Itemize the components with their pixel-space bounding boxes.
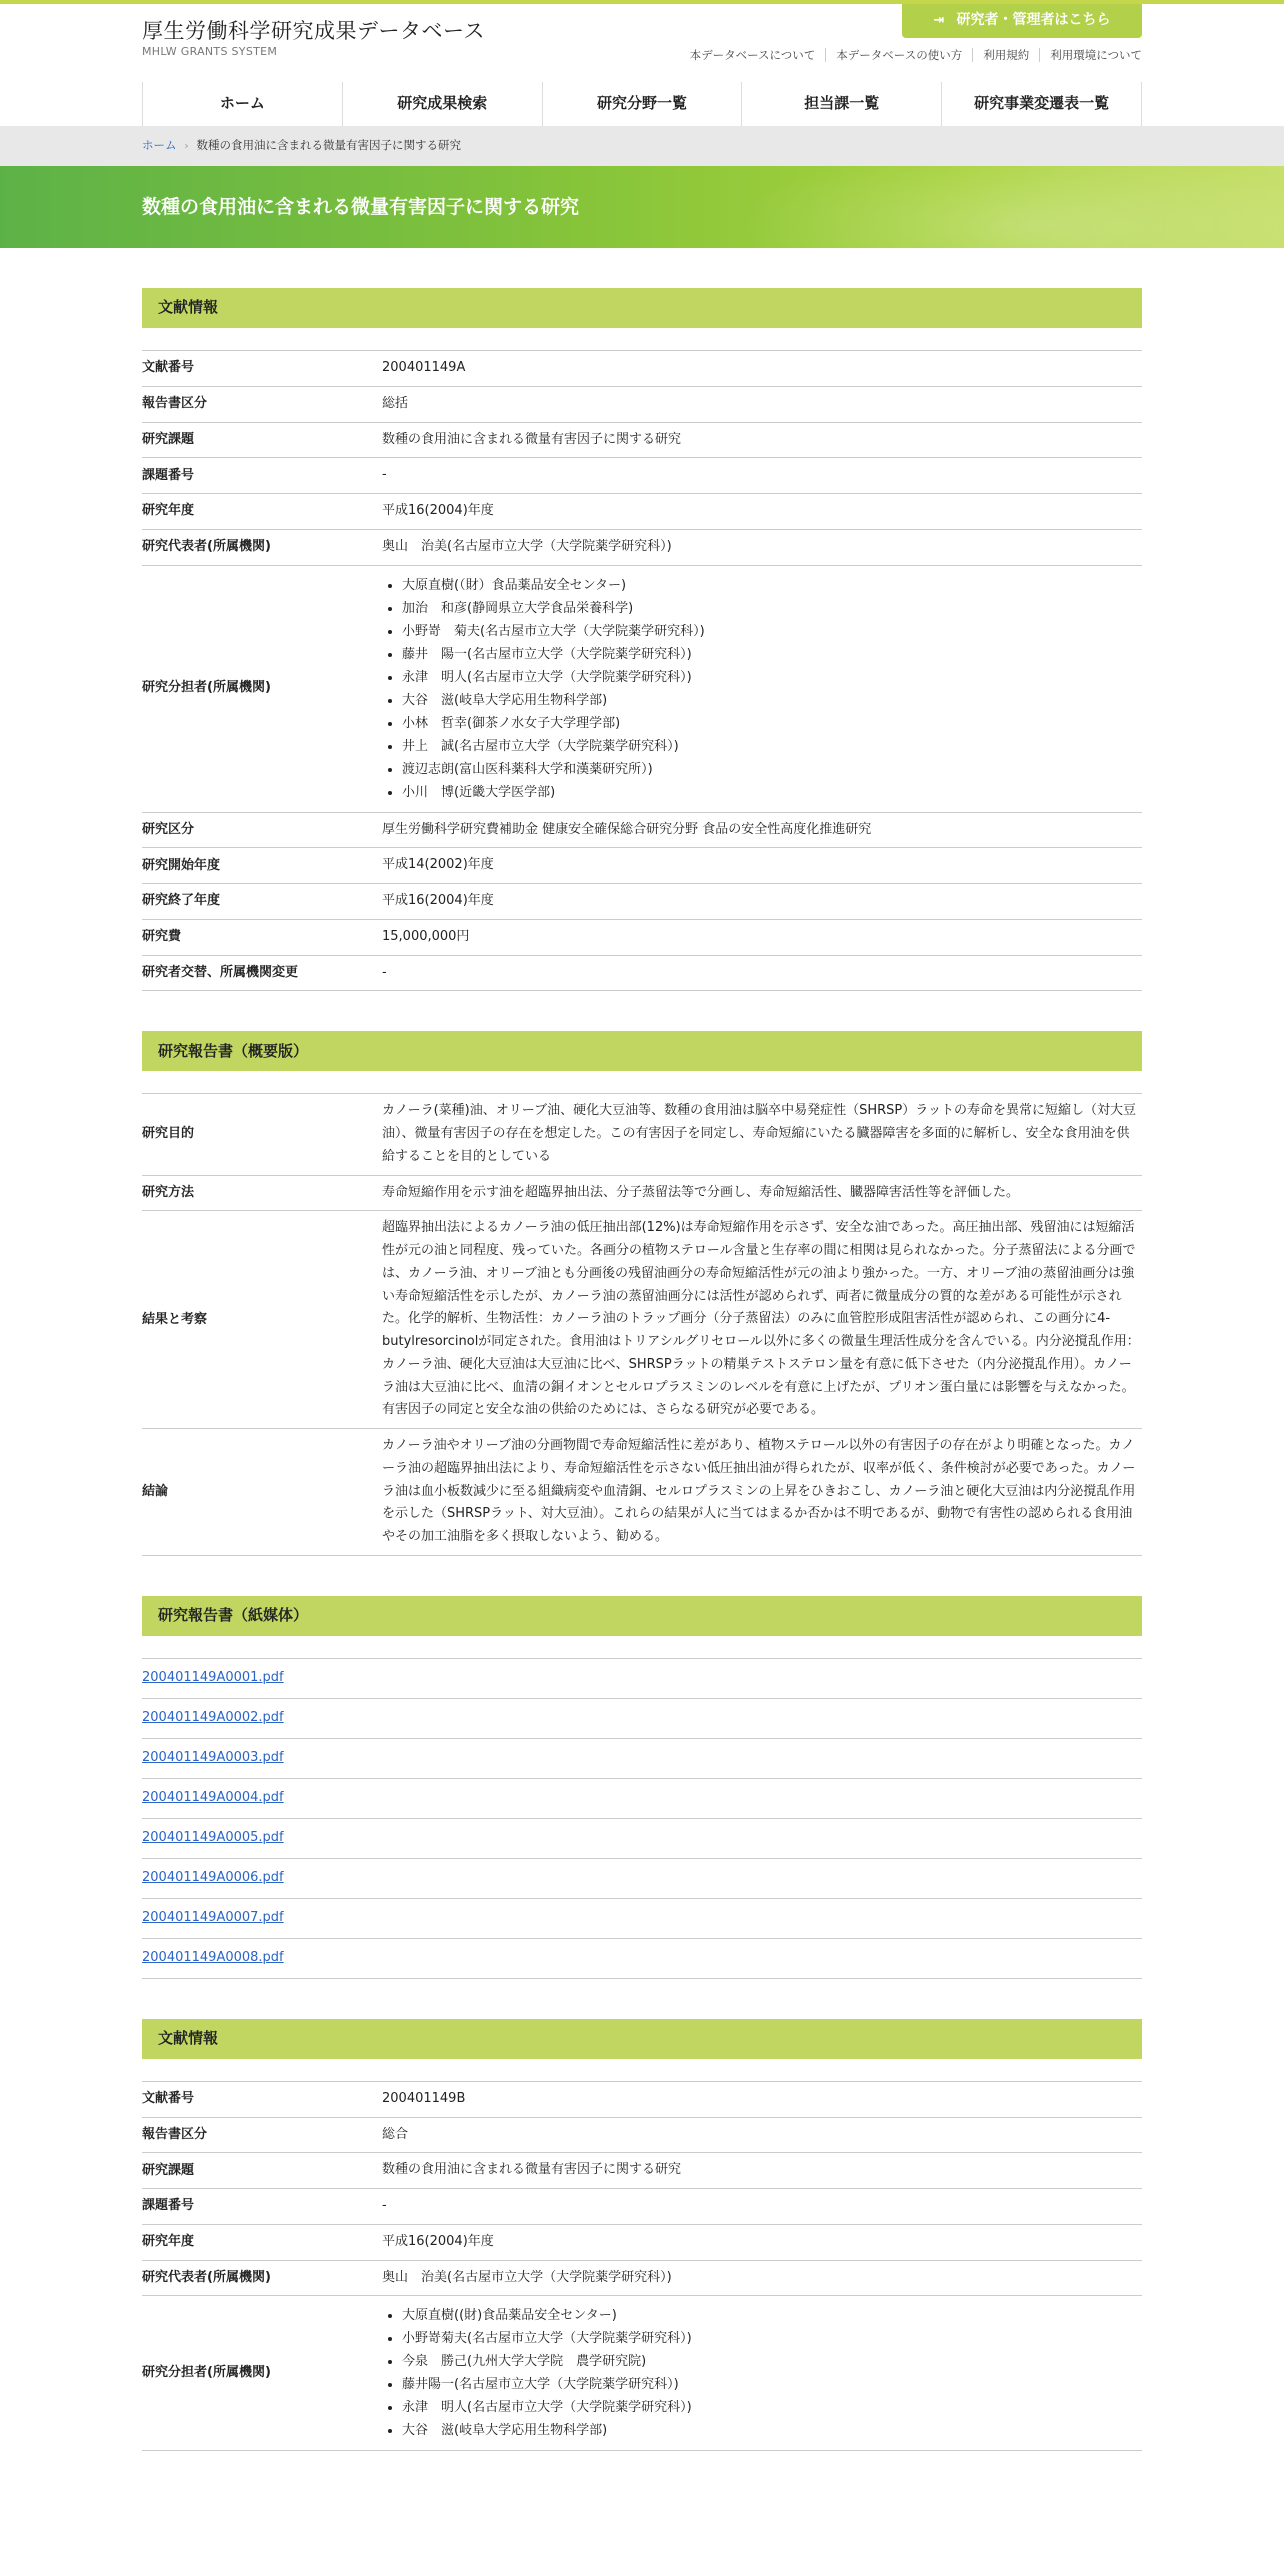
site-header [142,4,1142,80]
table-row: 研究開始年度 平成14(2002)年度 [142,848,1142,884]
page-title: 数種の食用油に含まれる微量有害因子に関する研究 [142,196,580,218]
list-item [142,1659,1142,1699]
list-item: 小川 博(近畿大学医学部) [382,781,1142,804]
members-list [382,572,1142,806]
list-item [142,1739,1142,1779]
pdf-list [142,1658,1142,1979]
login-label: 研究者・管理者はこちら [956,12,1111,29]
list-item: 小野嵜 菊夫(名古屋市立大学（大学院薬学研究科）) [382,620,1142,643]
table-row: 研究方法 寿命短縮作用を示す油を超臨界抽出法、分子蒸留法等で分画し、寿命短縮活性、臓器障害活性等を評価した。 [142,1175,1142,1211]
site-subtitle: MHLW GRANTS SYSTEM [142,45,278,59]
list-item: 加治 和彦(静岡県立大学食品栄養科学) [382,597,1142,620]
nav-fields[interactable]: 研究分野一覧 [543,82,743,126]
pdf-link[interactable]: 200401149A0002.pdf [142,1710,284,1726]
table-row [142,565,1142,812]
pdf-link[interactable]: 200401149A0007.pdf [142,1910,284,1926]
table-row: 結論 カノーラ油やオリーブ油の分画物間で寿命短縮活性に差があり、植物ステロール以外の有害因子の存在がより明確となった。カノーラ油の超臨界抽出法により、寿命短縮活性を示さない低圧抽出油が得られたが、収率が低く、条件検討が必要であった。カノーラ油は血小板数減少に至る組織病変や血清銅、セルロプラスミンの上昇をひきおこし、カノーラ油と硬化大豆油は内分泌撹乱作用を示した（SHRSPラット、対大豆油）。これらの結果が人に当てはまるか否かは不明であるが、動物で有害性の認められる食用油やその加工油脂を多く摂取しないよう、勧める。 [142,1429,1142,1556]
list-item: 大谷 滋(岐阜大学応用生物科学部) [382,689,1142,712]
util-link-about[interactable]: 本データベースについて [689,48,816,62]
table-row: 研究代表者(所属機関) 奥山 治美(名古屋市立大学（大学院薬学研究科）) [142,529,1142,565]
pdf-link[interactable]: 200401149A0006.pdf [142,1870,284,1886]
list-item: 井上 誠(名古屋市立大学（大学院薬学研究科）) [382,735,1142,758]
table-row: 課題番号 - [142,458,1142,494]
list-item: 藤井 陽一(名古屋市立大学（大学院薬学研究科）) [382,643,1142,666]
list-item: 大原直樹(（財）食品薬品安全センター) [382,574,1142,597]
nav-search[interactable]: 研究成果検索 [343,82,543,126]
util-link-terms[interactable]: 利用規約 [972,48,1039,62]
login-icon: ⇥ [933,12,945,28]
members-label: 研究分担者(所属機関) [142,2365,271,2381]
list-item: 大谷 滋(岐阜大学応用生物科学部) [382,2419,1142,2442]
nav-home[interactable]: ホーム [143,82,343,126]
table-row: 課題番号 - [142,2189,1142,2225]
pdf-link[interactable]: 200401149A0003.pdf [142,1750,284,1766]
members-label: 研究分担者(所属機関) [142,680,271,696]
pdf-link[interactable]: 200401149A0008.pdf [142,1950,284,1966]
list-item [142,1939,1142,1979]
nav-departments[interactable]: 担当課一覧 [742,82,942,126]
breadcrumb-bar [0,126,1284,166]
table-row: 文献番号 200401149A [142,351,1142,387]
pdf-link[interactable]: 200401149A0005.pdf [142,1830,284,1846]
doc-info-table-b [142,2081,1142,2452]
table-row: 研究終了年度 平成16(2004)年度 [142,884,1142,920]
list-item: 永津 明人(名古屋市立大学（大学院薬学研究科）) [382,2396,1142,2419]
table-row: 研究年度 平成16(2004)年度 [142,494,1142,530]
list-item [142,1899,1142,1939]
section-heading-paper: 研究報告書（紙媒体） [142,1596,1142,1636]
list-item: 今泉 勝己(九州大学大学院 農学研究院) [382,2350,1142,2373]
section-heading-summary: 研究報告書（概要版） [142,1031,1142,1071]
table-row: 研究課題 数種の食用油に含まれる微量有害因子に関する研究 [142,422,1142,458]
list-item [142,1859,1142,1899]
list-item [142,1779,1142,1819]
table-row [142,2296,1142,2451]
list-item: 大原直樹((財)食品薬品安全センター) [382,2304,1142,2327]
members-list [382,2302,1142,2444]
list-item [142,1819,1142,1859]
table-row: 結果と考察 超臨界抽出法によるカノーラ油の低圧抽出部(12%)は寿命短縮作用を示さず、安全な油であった。高圧抽出部、残留油には短縮活性が元の油と同程度、残っていた。各画分の植物ステロール含量と生存率の間に相関は見られなかった。分子蒸留法による分画では、カノーラ油、オリーブ油とも分画後の残留油画分の寿命短縮活性が元の油より強かった。一方、オリーブ油の蒸留油画分は強い寿命短縮活性を示したが、カノーラ油の蒸留油画分には活性が認められず、両者に微量成分の質的な差がある可能性が示された。化学的解析、生物活性：カノーラ油のトラップ画分（分子蒸留法）のみに血管腔形成阻害活性が認められ、この画分に4-butylresorcinolが同定された。食用油はトリアシルグリセロール以外に多くの微量生理活性成分を含んでいる。内分泌撹乱作用：カノーラ油、硬化大豆油は大豆油に比べ、SHRSPラットの精巣テストステロン量を有意に低下させた（内分泌撹乱作用）。カノーラ油は大豆油に比べ、血清の銅イオンとセルロプラスミンのレベルを有意に上げたが、プリオン蛋白量には影響を与えなかった。有害因子の同定と安全な油の供給のためには、さらなる研究が必要である。 [142,1211,1142,1429]
table-row: 報告書区分 総括 [142,386,1142,422]
section-heading-doc-info: 文献情報 [142,288,1142,328]
site-logo[interactable] [142,18,485,58]
site-title: 厚生労働科学研究成果データベース [142,19,485,43]
table-row: 研究者交替、所属機関変更 - [142,955,1142,991]
list-item: 小野嵜菊夫(名古屋市立大学（大学院薬学研究科）) [382,2327,1142,2350]
breadcrumb-current: 数種の食用油に含まれる微量有害因子に関する研究 [196,138,461,153]
list-item: 渡辺志朗(富山医科薬科大学和漢薬研究所）) [382,758,1142,781]
table-row: 研究目的 カノーラ(菜種)油、オリーブ油、硬化大豆油等、数種の食用油は脳卒中易発症性（SHRSP）ラットの寿命を異常に短縮し（対大豆油）、微量有害因子の存在を想定した。この有害因子を同定し、寿命短縮にいたる臓器障害を多面的に解析し、安全な食用油を供給することを目的としている [142,1094,1142,1175]
pdf-link[interactable]: 200401149A0001.pdf [142,1670,284,1686]
list-item: 藤井陽一(名古屋市立大学（大学院薬学研究科）) [382,2373,1142,2396]
table-row: 研究区分 厚生労働科学研究費補助金 健康安全確保総合研究分野 食品の安全性高度化推進研究 [142,812,1142,848]
doc-info-table [142,350,1142,991]
pdf-link[interactable]: 200401149A0004.pdf [142,1790,284,1806]
page-hero [0,166,1284,248]
summary-table [142,1093,1142,1556]
list-item: 永津 明人(名古屋市立大学（大学院薬学研究科）) [382,666,1142,689]
breadcrumb-home[interactable]: ホーム [142,138,177,153]
util-link-howto[interactable]: 本データベースの使い方 [825,48,972,62]
table-row: 文献番号 200401149B [142,2081,1142,2117]
section-heading-doc-info-b: 文献情報 [142,2019,1142,2059]
nav-history[interactable]: 研究事業変遷表一覧 [942,82,1142,126]
table-row: 研究年度 平成16(2004)年度 [142,2224,1142,2260]
global-nav [142,82,1142,126]
breadcrumb [142,126,1142,166]
researcher-login-button[interactable] [902,4,1142,38]
table-row: 研究費 15,000,000円 [142,919,1142,955]
table-row: 研究代表者(所属機関) 奥山 治美(名古屋市立大学（大学院薬学研究科）) [142,2260,1142,2296]
table-row: 報告書区分 総合 [142,2117,1142,2153]
util-link-environment[interactable]: 利用環境について [1039,48,1142,62]
list-item: 小林 哲幸(御茶ノ水女子大学理学部) [382,712,1142,735]
utility-nav [680,48,1142,62]
table-row: 研究課題 数種の食用油に含まれる微量有害因子に関する研究 [142,2153,1142,2189]
list-item [142,1699,1142,1739]
main-content [142,288,1142,2451]
chevron-right-icon: › [184,140,189,152]
